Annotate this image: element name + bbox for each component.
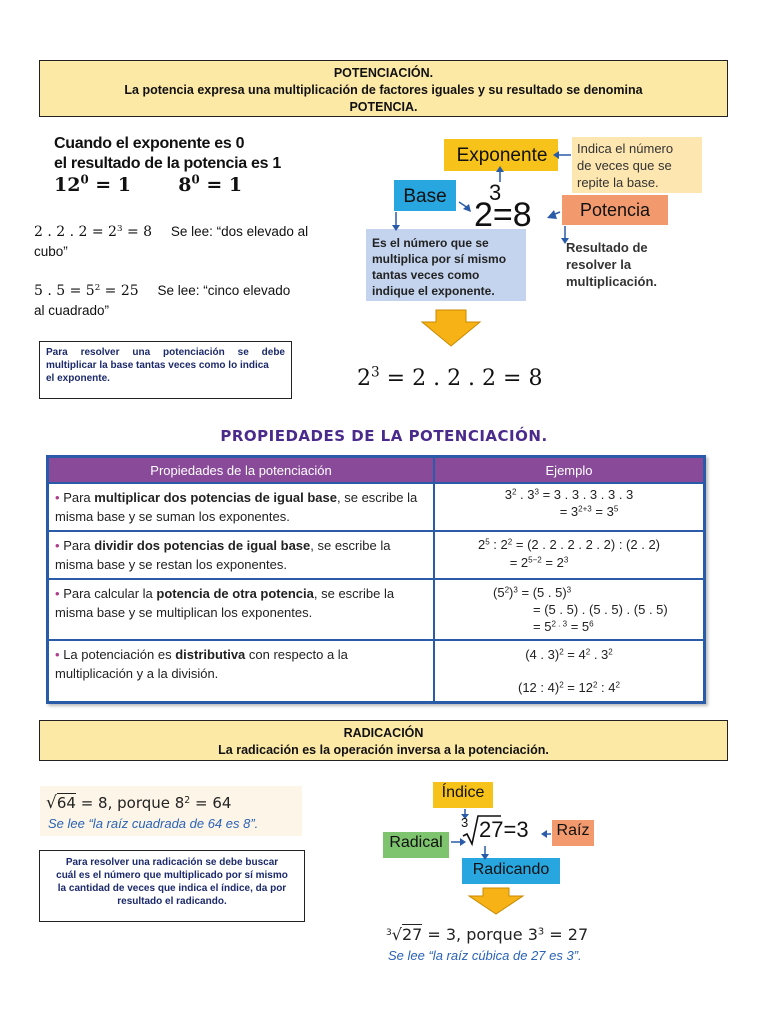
root-note-line-4: resultado el radicando.	[117, 896, 227, 907]
cube-radicand: 27	[401, 925, 423, 944]
zero-exponent-heading	[54, 134, 281, 174]
power-note-line-2: multiplicar la base tantas veces como lo indica	[46, 360, 269, 371]
sqrt-exp: 2	[184, 794, 191, 806]
col-header-properties: Propiedades de la potenciación	[48, 457, 435, 484]
property-3: • Para calcular la potencia de otra potencia, se escribe la misma base y se multiplican los exponentes.	[48, 579, 435, 640]
properties-table	[46, 455, 706, 704]
table-row	[48, 640, 705, 703]
radication-title: RADICACIÓN	[343, 726, 424, 740]
table-row	[48, 483, 705, 531]
big-eq-base: 2	[357, 366, 371, 391]
cube-exp: 3	[537, 926, 545, 938]
root-note-line-2: cuál es el número que multiplicado por sí mismo	[56, 870, 288, 881]
ex1-read-2: cubo”	[34, 244, 68, 259]
root-note	[39, 850, 305, 922]
sqrt-res: = 64	[190, 794, 232, 812]
exponente-desc-1: Indica el número	[577, 141, 674, 156]
base-desc-1: Es el número que se	[372, 236, 489, 250]
potencia-desc-3: multiplicación.	[566, 274, 658, 289]
radical-label: Radical	[389, 834, 443, 851]
ex1-exp: 3	[116, 224, 123, 235]
root-note-line-1: Para resolver una radicación se debe buscar	[65, 857, 279, 868]
property-2: • Para dividir dos potencias de igual base, se escribe la misma base y se restan los exponentes.	[48, 531, 435, 579]
zero-exp-examples	[54, 174, 242, 196]
ex2-exp: 2	[94, 283, 101, 294]
zero-ex2-res: = 1	[206, 174, 243, 196]
cube-index: 3	[386, 928, 392, 939]
radication-banner	[39, 720, 728, 761]
potencia-desc-1: Resultado de	[566, 240, 648, 255]
raiz-label: Raíz	[556, 822, 590, 839]
base-desc-3: tantas veces como	[372, 268, 480, 282]
property-1: • Para multiplicar dos potencias de igual base, se escribe la misma base y se suman los exponentes.	[48, 483, 435, 531]
ex1-right: = 8	[122, 224, 153, 240]
potencia-desc-2: resolver la	[566, 257, 632, 272]
power-note-line-3: el exponente.	[46, 373, 110, 384]
zero-exp-line-2: el resultado de la potencia es 1	[54, 155, 281, 172]
exponente-desc	[577, 140, 673, 191]
exponente-desc-2: de veces que se	[577, 158, 672, 173]
power-note	[39, 341, 292, 399]
power-note-line-1: Para resolver una potenciación se debe	[46, 347, 285, 358]
ex1-left: 2 . 2 . 2 = 2	[34, 224, 117, 240]
root-radicand-num: 27	[479, 817, 504, 842]
zero-ex2-base: 8	[178, 174, 192, 196]
zero-ex2-exp: 0	[191, 172, 200, 187]
example-row-3: $(5^2)^3 = (5$ . 5)$^3$ = (5 . 5) . (5 . 5) . (5 . 5) = $5^{2 . 3} = 5^6$	[434, 579, 705, 640]
example-2	[34, 281, 339, 320]
sqrt-example: √64 = 8, porque $8^2 = 64$ Se lee “la raíz cuadrada de 64 es 8”.	[40, 786, 302, 836]
exponente-label: Exponente	[456, 145, 548, 166]
example-row-2: $2^5$ : $2^2 = (2$ . 2 . 2 . 2 . 2) : (2 . 2) = $2^{5-2} = 2^3$	[434, 531, 705, 579]
root-down-arrow	[469, 888, 523, 914]
example-row-4: (4 . $3)^2 = 4^2$ . $3^2$ (12 : $4)^2 = 12^2$ : $4^2$	[434, 640, 705, 703]
table-row	[48, 579, 705, 640]
property-4: • La potenciación es distributiva con respecto a la multiplicación y a la división.	[48, 640, 435, 703]
cube-eq: = 3, porque 3	[422, 925, 538, 944]
potencia-desc	[566, 239, 657, 290]
ex2-right: = 25	[100, 283, 139, 299]
banner-text-2: POTENCIA.	[349, 100, 418, 114]
table-header	[48, 457, 705, 484]
col-header-example: Ejemplo	[434, 457, 705, 484]
root-index-num: 3	[461, 815, 469, 830]
exponente-desc-3: repite la base.	[577, 175, 659, 190]
ex1-read: Se lee: “dos elevado al	[170, 224, 309, 239]
sqrt-radicand: 64	[56, 794, 76, 812]
zero-ex1-base: 12	[54, 174, 81, 196]
zero-ex1-exp: 0	[80, 172, 89, 187]
power-eq-base: 2	[474, 196, 493, 234]
ex2-read-2: al cuadrado”	[34, 303, 110, 318]
radication-text: La radicación es la operación inversa a la potenciación.	[218, 743, 549, 757]
sqrt-read: Se lee “la raíz cuadrada de 64 es 8”.	[48, 816, 259, 831]
properties-heading: PROPIEDADES DE LA POTENCIACIÓN.	[220, 427, 548, 445]
indice-label: Índice	[441, 784, 485, 801]
sqrt-eq: = 8, porque 8	[75, 794, 185, 812]
down-arrow	[422, 310, 480, 346]
ex2-read: Se lee: “cinco elevado	[157, 283, 291, 298]
zero-ex1-res: = 1	[95, 174, 132, 196]
cube-read: Se lee “la raíz cúbica de 27 es 3”.	[388, 948, 582, 963]
base-desc-4: indique el exponente.	[372, 284, 495, 298]
potencia-label: Potencia	[579, 200, 651, 220]
base-label: Base	[403, 186, 447, 207]
base-desc-2: multiplica por sí mismo	[372, 252, 507, 266]
root-result: =3	[503, 817, 529, 842]
power-eq-res: =8	[492, 196, 532, 234]
cube-example: $^3$√27 = 3, porque $3^3 = 27$ Se lee “la raíz cúbica de 27 es 3”.	[386, 925, 589, 963]
ex2-left: 5 . 5 = 5	[34, 283, 95, 299]
big-eq-exp: 3	[371, 364, 380, 381]
root-eq	[479, 817, 529, 843]
banner-text: La potencia expresa una multiplicación de factores iguales y su resultado se denomina	[124, 83, 643, 97]
table-row	[48, 531, 705, 579]
radicando-label: Radicando	[472, 861, 550, 878]
root-note-line-3: la cantidad de veces que indica el índice, da por	[57, 883, 287, 894]
power-eq	[474, 195, 532, 235]
example-row-1: $3^2$ . $3^3 = 3$ . 3 . 3 . 3 . 3 = $3^{2+3} = 3^5$	[434, 483, 705, 531]
zero-exp-line-1: Cuando el exponente es 0	[54, 135, 245, 152]
power-eq-exp: 3	[489, 180, 502, 205]
big-equation	[357, 366, 542, 391]
example-1	[34, 222, 339, 261]
banner-title: POTENCIACIÓN.	[333, 66, 434, 80]
cube-res: = 27	[544, 925, 589, 944]
base-desc	[372, 235, 506, 299]
big-eq-rest: = 2 . 2 . 2 = 8	[379, 366, 543, 391]
top-banner	[39, 60, 728, 117]
